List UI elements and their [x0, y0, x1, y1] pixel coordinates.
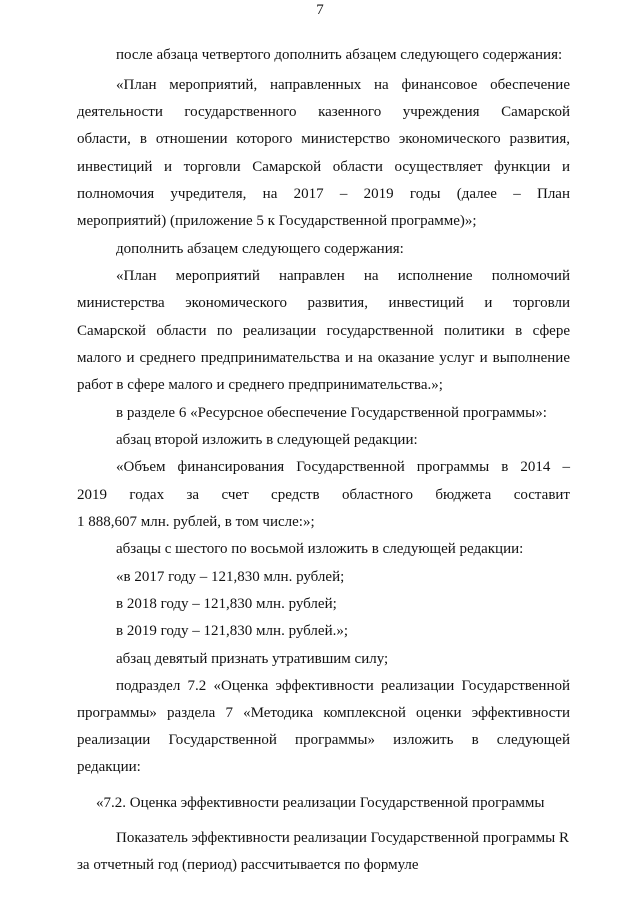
text-line: «Объем финансирования Государственной программы в 2014 –	[116, 459, 570, 475]
text-line: области, в отношении которого министерство экономического развития,	[77, 131, 570, 147]
text-line: после абзаца четвертого дополнить абзацем следующего содержания:	[116, 47, 563, 63]
text-line: в 2018 году – 121,830 млн. рублей;	[116, 596, 337, 612]
text-line: абзац второй изложить в следующей редакции:	[116, 432, 418, 448]
text-line: в 2019 году – 121,830 млн. рублей.»;	[116, 623, 349, 639]
section-heading: «7.2. Оценка эффективности реализации Государственной программы	[96, 795, 545, 811]
text-line: министерства экономического развития, инвестиций и торговли	[77, 295, 570, 311]
text-line: 2019 годах за счет средств областного бюджета составит	[77, 487, 570, 503]
text-line: Самарской области по реализации государственной политики в сфере	[77, 323, 570, 339]
text-line: дополнить абзацем следующего содержания:	[116, 241, 404, 257]
text-line: редакции:	[77, 759, 141, 775]
text-line: мероприятий) (приложение 5 к Государственной программе)»;	[77, 213, 477, 229]
text-line: 1 888,607 млн. рублей, в том числе:»;	[77, 514, 315, 530]
text-line: абзац девятый признать утратившим силу;	[116, 651, 389, 667]
text-line: полномочия учредителя, на 2017 – 2019 годы (далее – План	[77, 186, 570, 202]
text-line: Показатель эффективности реализации Государственной программы R	[116, 830, 569, 846]
text-line: абзацы с шестого по восьмой изложить в следующей редакции:	[116, 541, 524, 557]
text-line: «в 2017 году – 121,830 млн. рублей;	[116, 569, 345, 585]
page-number: 7	[316, 2, 324, 18]
text-line: «План мероприятий, направленных на финансовое обеспечение	[116, 77, 570, 93]
text-line: инвестиций и торговли Самарской области осуществляет функции и	[77, 159, 570, 175]
text-line: деятельности государственного казенного учреждения Самарской	[77, 104, 570, 120]
text-line: в разделе 6 «Ресурсное обеспечение Государственной программы»:	[116, 405, 547, 421]
text-line: работ в сфере малого и среднего предпринимательства.»;	[77, 377, 443, 393]
text-line: «План мероприятий направлен на исполнение полномочий	[116, 268, 570, 284]
text-line: малого и среднего предпринимательства и на оказание услуг и выполнение	[77, 350, 570, 366]
text-line: подраздел 7.2 «Оценка эффективности реализации Государственной	[116, 678, 570, 694]
text-line: за отчетный год (период) рассчитывается по формуле	[77, 857, 419, 873]
text-line: программы» раздела 7 «Методика комплексной оценки эффективности	[77, 705, 570, 721]
text-line: реализации Государственной программы» изложить в следующей	[77, 732, 570, 748]
